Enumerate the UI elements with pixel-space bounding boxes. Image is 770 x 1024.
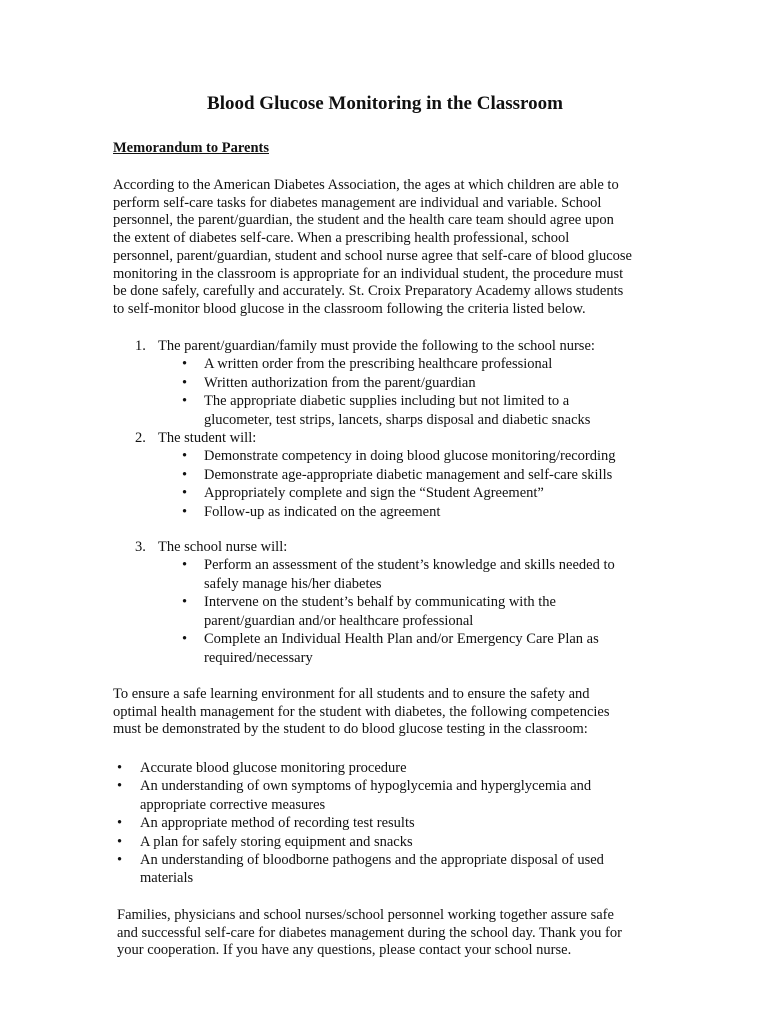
competency-text: A plan for safely storing equipment and snacks [140, 833, 413, 850]
bullet-text: Intervene on the student’s behalf by communicating with the [204, 594, 556, 611]
bullet-item [113, 484, 673, 502]
bullet-icon: • [182, 503, 188, 520]
bullet-icon: • [117, 778, 123, 795]
bullet-item [113, 355, 673, 373]
bullet-item [113, 503, 673, 521]
competency-item [113, 814, 673, 832]
bullet-text: Complete an Individual Health Plan and/or Emergency Care Plan as [204, 631, 599, 648]
competency-intro-paragraph [113, 686, 673, 739]
criteria-list [113, 337, 673, 667]
bullet-icon: • [182, 466, 188, 483]
criteria-item-parent [113, 337, 673, 355]
competency-intro-line: optimal health management for the student with diabetes, the following competencies [113, 703, 610, 720]
criteria-label: The student will: [158, 430, 257, 447]
bullet-icon: • [182, 448, 188, 465]
bullet-item [113, 630, 673, 667]
bullet-icon: • [182, 356, 188, 373]
bullet-icon: • [117, 852, 123, 869]
bullet-item [113, 374, 673, 392]
bullet-icon: • [182, 393, 188, 410]
bullet-item [113, 466, 673, 484]
bullet-icon: • [117, 760, 123, 776]
bullet-icon: • [182, 485, 188, 502]
criteria-number: 1. [135, 338, 146, 354]
intro-line: personnel, parent/guardian, student and school nurse agree that self-care of blood glucose [113, 247, 632, 264]
competency-item [113, 851, 673, 888]
intro-line: According to the American Diabetes Association, the ages at which children are able to [113, 177, 619, 193]
criteria-item-student [113, 429, 673, 447]
intro-line: be done safely, carefully and accurately. St. Croix Preparatory Academy allows students [113, 283, 624, 300]
bullet-icon: • [182, 557, 188, 574]
bullet-text: Follow-up as indicated on the agreement [204, 503, 441, 520]
closing-line: your cooperation. If you have any questions, please contact your school nurse. [117, 942, 572, 959]
bullet-text: Perform an assessment of the student’s knowledge and skills needed to [204, 557, 615, 574]
competency-text: materials [140, 870, 194, 887]
intro-line: monitoring in the classroom is appropriate for an individual student, the procedure must [113, 265, 624, 282]
criteria-label: The school nurse will: [158, 539, 288, 556]
competency-text: appropriate corrective measures [140, 796, 326, 813]
bullet-text: The appropriate diabetic supplies including but not limited to a [204, 393, 570, 410]
competency-text: An understanding of own symptoms of hypoglycemia and hyperglycemia and [140, 778, 592, 795]
closing-paragraph [117, 907, 677, 960]
criteria-label: The parent/guardian/family must provide the following to the school nurse: [158, 338, 595, 354]
memo-heading: Memorandum to Parents [113, 140, 269, 156]
intro-line: to self-monitor blood glucose in the classroom following the criteria listed below. [113, 300, 586, 317]
competency-list [113, 759, 673, 888]
bullet-text: Demonstrate competency in doing blood glucose monitoring/recording [204, 448, 616, 465]
closing-line: Families, physicians and school nurses/school personnel working together assure safe [117, 907, 614, 923]
bullet-icon: • [182, 374, 188, 391]
bullet-text: A written order from the prescribing healthcare professional [204, 356, 553, 373]
bullet-text: parent/guardian and/or healthcare professional [204, 612, 474, 629]
competency-text: An understanding of bloodborne pathogens and the appropriate disposal of used [140, 852, 604, 869]
bullet-icon: • [182, 594, 188, 611]
bullet-icon: • [117, 815, 123, 832]
bullet-icon: • [182, 631, 188, 648]
bullet-text: Demonstrate age-appropriate diabetic management and self-care skills [204, 466, 613, 483]
competency-item [113, 759, 673, 777]
bullet-item [113, 392, 673, 429]
criteria-number: 2. [135, 430, 146, 447]
competency-item [113, 833, 673, 851]
bullet-item [113, 556, 673, 593]
bullet-text: Appropriately complete and sign the “Student Agreement” [204, 485, 544, 502]
intro-line: perform self-care tasks for diabetes management are individual and variable. School [113, 194, 602, 211]
bullet-item [113, 593, 673, 630]
competency-item [113, 777, 673, 814]
bullet-text: Written authorization from the parent/guardian [204, 374, 476, 391]
bullet-icon: • [117, 833, 123, 850]
bullet-text: safely manage his/her diabetes [204, 575, 382, 592]
competency-intro-line: must be demonstrated by the student to do blood glucose testing in the classroom: [113, 721, 588, 738]
bullet-item [113, 447, 673, 465]
bullet-text: glucometer, test strips, lancets, sharps disposal and diabetic snacks [204, 411, 591, 428]
page-title: Blood Glucose Monitoring in the Classroom [207, 93, 563, 114]
competency-text: Accurate blood glucose monitoring procedure [140, 760, 407, 776]
intro-paragraph [113, 177, 673, 319]
criteria-item-nurse [113, 538, 673, 556]
closing-line: and successful self-care for diabetes management during the school day. Thank you for [117, 924, 622, 941]
intro-line: personnel, the parent/guardian, the student and the health care team should agree upon [113, 212, 614, 229]
criteria-number: 3. [135, 539, 146, 556]
competency-intro-line: To ensure a safe learning environment for all students and to ensure the safety and [113, 686, 590, 702]
intro-line: the extent of diabetes self-care. When a prescribing health professional, school [113, 230, 570, 247]
competency-text: An appropriate method of recording test results [140, 815, 415, 832]
bullet-text: required/necessary [204, 649, 313, 666]
